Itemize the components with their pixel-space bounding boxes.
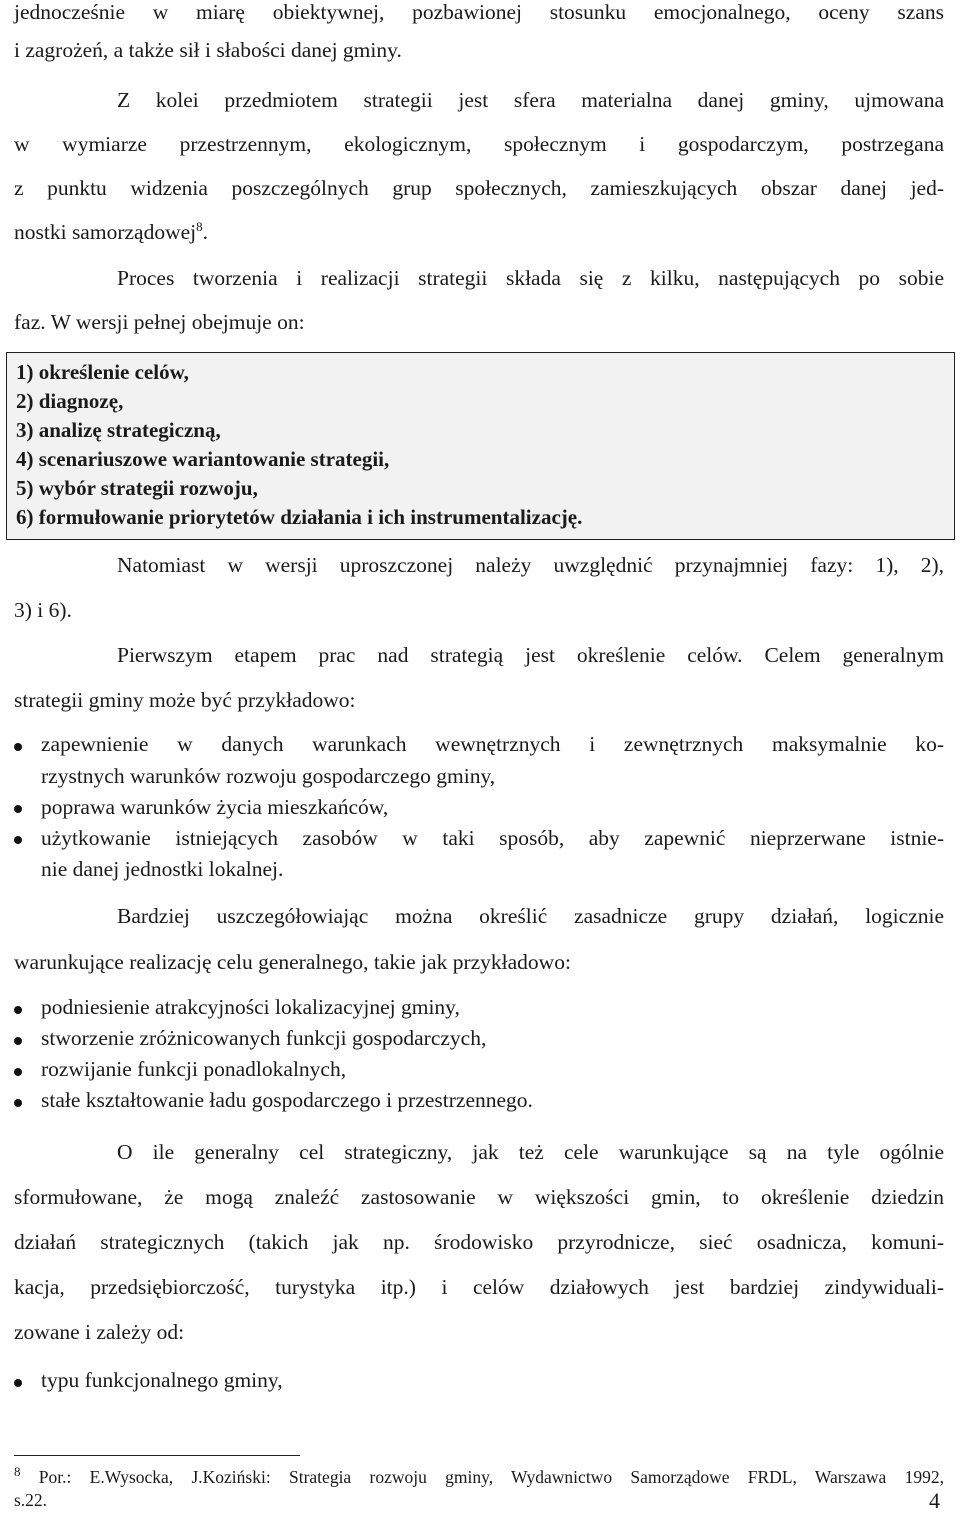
text-line: kacja, przedsiębiorczość, turystyka itp.) i celów działowych jest bardziej zindywiduali- <box>14 1275 944 1299</box>
text-line: warunkujące realizację celu generalnego, takie jak przykładowo: <box>14 950 571 974</box>
phase-item: 1) określenie celów, <box>16 360 189 384</box>
list-item: rozwijanie funkcji ponadlokalnych, <box>41 1057 347 1081</box>
text-line-part: nostki samorządowej <box>14 220 197 244</box>
bullet-icon <box>14 1379 22 1387</box>
text-line: zowane i zależy od: <box>14 1320 185 1344</box>
footnote-line: Por.: E.Wysocka, J.Koziński: Strategia rozwoju gminy, Wydawnictwo Samorządowe FRDL, Warszawa 1992, <box>38 1467 944 1487</box>
text-line: faz. W wersji pełnej obejmuje on: <box>14 310 305 334</box>
text-line: z punktu widzenia poszczególnych grup społecznych, zamieszkujących obszar danej jed- <box>14 176 944 200</box>
footnote-number: 8 <box>14 1464 21 1480</box>
page-number: 4 <box>929 1488 940 1513</box>
list-item: użytkowanie istniejących zasobów w taki sposób, aby zapewnić nieprzerwane istnie- <box>41 826 944 850</box>
phase-item: 2) diagnozę, <box>16 389 124 413</box>
bullet-icon <box>14 1006 22 1014</box>
text-line: Proces tworzenia i realizacji strategii składa się z kilku, następujących po sobie <box>117 266 944 290</box>
text-line: strategii gminy może być przykładowo: <box>14 688 356 712</box>
text-line: sformułowane, że mogą znaleźć zastosowanie w większości gmin, to określenie dziedzin <box>14 1185 944 1209</box>
bullet-icon <box>14 836 22 844</box>
bullet-icon <box>14 805 22 813</box>
phase-item: 4) scenariuszowe wariantowanie strategii, <box>16 447 390 471</box>
text-line: Bardziej uszczegółowiając można określić zasadnicze grupy działań, logicznie <box>117 904 944 928</box>
footnote-text-cont: s.22. <box>14 1490 48 1510</box>
footnote-rule <box>14 1455 300 1456</box>
phases-box <box>6 352 955 540</box>
bullet-icon <box>14 1068 22 1076</box>
text-line: Natomiast w wersji uproszczonej należy uwzględnić przynajmniej fazy: 1), 2), <box>117 553 944 577</box>
text-line: i zagrożeń, a także sił i słabości danej gminy. <box>14 38 402 62</box>
list-item: stworzenie zróżnicowanych funkcji gospodarczych, <box>41 1026 487 1050</box>
bullet-icon <box>14 1099 22 1107</box>
list-item: zapewnienie w danych warunkach wewnętrznych i zewnętrznych maksymalnie ko- <box>41 732 944 756</box>
phase-item: 5) wybór strategii rozwoju, <box>16 476 258 500</box>
text-line: jednocześnie w miarę obiektywnej, pozbawionej stosunku emocjonalnego, oceny szans <box>14 0 944 24</box>
list-item: poprawa warunków życia mieszkańców, <box>41 795 389 819</box>
text-line: nostki samorządowej$^8$. <box>14 218 208 244</box>
list-item: stałe kształtowanie ładu gospodarczego i przestrzennego. <box>41 1088 533 1112</box>
list-item: podniesienie atrakcyjności lokalizacyjnej gminy, <box>41 995 460 1019</box>
text-line: w wymiarze przestrzennym, ekologicznym, społecznym i gospodarczym, postrzegana <box>14 132 944 156</box>
footnote-text <box>14 1464 944 1488</box>
text-line: Z kolei przedmiotem strategii jest sfera materialna danej gminy, ujmowana <box>117 88 944 112</box>
phase-item: 3) analizę strategiczną, <box>16 418 221 442</box>
bullet-icon <box>14 1037 22 1045</box>
bullet-icon <box>14 743 22 751</box>
footnote-ref: 8 <box>196 218 203 234</box>
list-item: typu funkcjonalnego gminy, <box>41 1368 283 1392</box>
text-line: działań strategicznych (takich jak np. środowisko przyrodnicze, sieć osadnicza, komuni- <box>14 1230 944 1254</box>
text-line: O ile generalny cel strategiczny, jak też cele warunkujące są na tyle ogólnie <box>117 1140 944 1164</box>
list-item-cont: rzystnych warunków rozwoju gospodarczego gminy, <box>41 764 496 788</box>
phase-item: 6) formułowanie priorytetów działania i ich instrumentalizację. <box>16 505 583 529</box>
text-line: 3) i 6). <box>14 598 72 622</box>
list-item-cont: nie danej jednostki lokalnej. <box>41 857 284 881</box>
text-line: Pierwszym etapem prac nad strategią jest określenie celów. Celem generalnym <box>117 643 944 667</box>
